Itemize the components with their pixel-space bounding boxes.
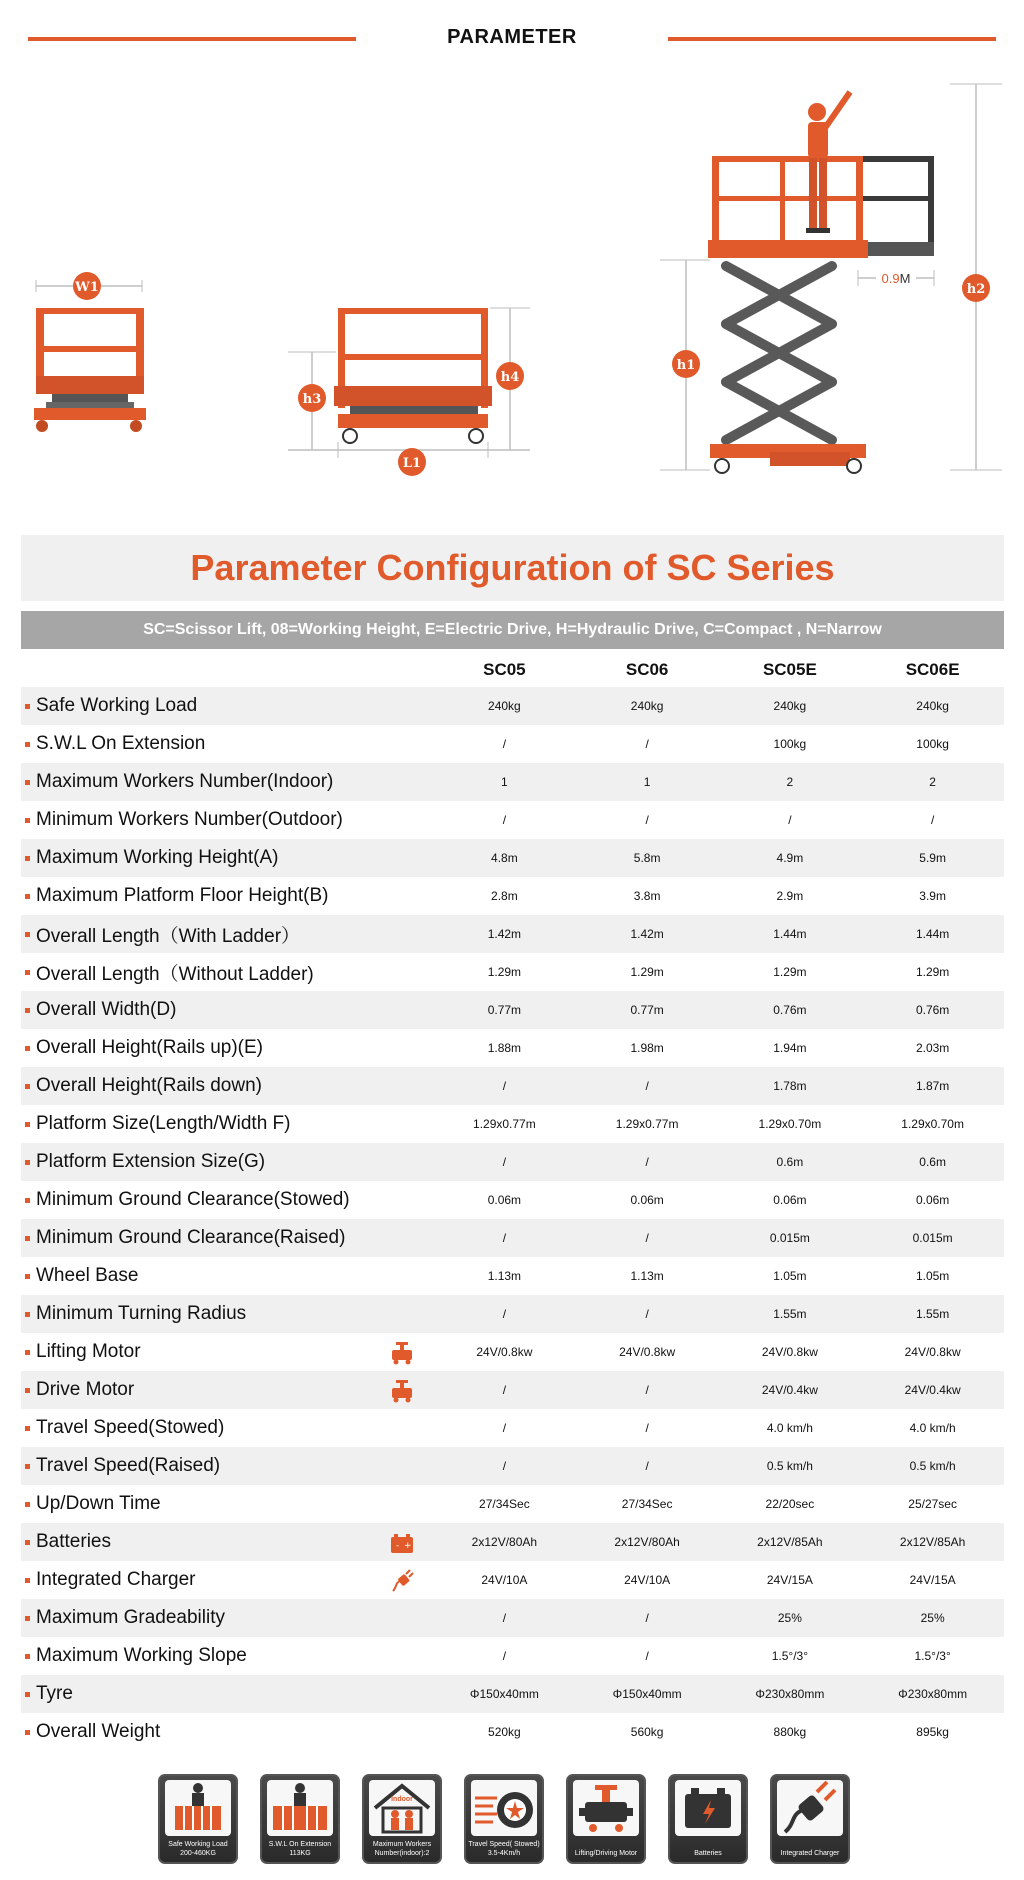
bullet-icon xyxy=(25,1350,30,1355)
row-label-text: S.W.L On Extension xyxy=(36,733,206,754)
table-row xyxy=(21,1599,1004,1637)
feature-caption xyxy=(774,1849,846,1858)
table-cell: 1.44m xyxy=(773,927,807,941)
row-label-text: Platform Extension Size(G) xyxy=(36,1151,266,1172)
column-header: SC05E xyxy=(762,660,817,679)
bullet-icon xyxy=(25,1692,30,1697)
feature-caption-line-1: Maximum Workers xyxy=(372,1841,432,1848)
travel-speed-icon xyxy=(471,1780,537,1836)
row-label-text: Maximum Working Slope xyxy=(36,1645,247,1666)
table-cell: 2.8m xyxy=(491,889,518,903)
row-label xyxy=(21,1485,433,1523)
table-cell: 24V/0.8kw xyxy=(761,1345,818,1359)
table-cell: / xyxy=(645,1231,649,1245)
row-label-text: Overall Length（Without Ladder) xyxy=(36,963,314,985)
page-header xyxy=(28,26,996,52)
row-label-text: Safe Working Load xyxy=(36,695,198,716)
table-cell: 1.5°/3° xyxy=(771,1649,809,1663)
table-cell: 1.29x0.70m xyxy=(901,1117,964,1131)
row-label xyxy=(21,1219,433,1257)
table-cell: 1.55m xyxy=(773,1307,807,1321)
table-row xyxy=(21,1713,1004,1751)
feature-caption xyxy=(162,1840,234,1858)
row-label xyxy=(21,687,433,725)
row-label-text: Minimum Ground Clearance(Raised) xyxy=(36,1227,346,1248)
feature-caption-line-1: Safe Working Load xyxy=(168,1841,228,1848)
table-cell: 2x12V/85Ah xyxy=(899,1535,966,1549)
row-label-text: Minimum Ground Clearance(Stowed) xyxy=(36,1189,350,1210)
table-cell: 0.76m xyxy=(773,1003,807,1017)
table-cell: 1.29m xyxy=(487,965,522,979)
table-cell: 1.29x0.70m xyxy=(758,1117,822,1131)
row-label xyxy=(21,1637,433,1675)
row-label xyxy=(21,839,433,877)
motor-icon xyxy=(573,1780,639,1836)
table-cell: 100kg xyxy=(773,737,807,751)
h3-label: h3 xyxy=(302,392,322,407)
row-label-text: Lifting Motor xyxy=(36,1341,141,1362)
feature-tile xyxy=(362,1774,442,1864)
table-cell: 1.29m xyxy=(630,965,664,979)
table-cell: 24V/0.4kw xyxy=(904,1383,961,1397)
table-header-row xyxy=(21,653,1004,687)
row-label-text: Up/Down Time xyxy=(36,1493,161,1514)
table-row xyxy=(21,1067,1004,1105)
table-row xyxy=(21,953,1004,991)
charger-icon xyxy=(777,1780,843,1836)
table-cell: 0.77m xyxy=(630,1003,664,1017)
table-cell: / xyxy=(645,1649,649,1663)
feature-tile xyxy=(260,1774,340,1864)
table-cell: 25% xyxy=(920,1611,945,1625)
table-cell: / xyxy=(502,1383,507,1397)
table-row xyxy=(21,877,1004,915)
table-cell: 1.29x0.77m xyxy=(615,1117,679,1131)
table-cell: 4.0 km/h xyxy=(909,1421,956,1435)
table-cell: / xyxy=(645,1459,649,1473)
table-cell: 24V/0.8kw xyxy=(904,1345,961,1359)
bullet-icon xyxy=(25,1540,30,1545)
header-rule-right xyxy=(668,37,996,41)
bullet-icon xyxy=(25,1654,30,1659)
table-cell: / xyxy=(645,1155,649,1169)
table-cell: 0.015m xyxy=(769,1231,810,1245)
feature-caption xyxy=(570,1849,642,1858)
row-label xyxy=(21,1143,433,1181)
row-label xyxy=(21,725,433,763)
bullet-icon xyxy=(25,1236,30,1241)
table-cell: 2 xyxy=(929,775,936,789)
row-label xyxy=(21,1675,433,1713)
column-header: SC06 xyxy=(625,660,669,679)
table-row xyxy=(21,1485,1004,1523)
column-header: SC06E xyxy=(905,660,960,679)
table-cell: 1.94m xyxy=(773,1041,807,1055)
svg-text:-: - xyxy=(396,1541,400,1551)
table-cell: 0.06m xyxy=(630,1193,664,1207)
row-label-text: Minimum Turning Radius xyxy=(36,1303,247,1324)
table-cell: 880kg xyxy=(773,1725,807,1739)
table-cell: 240kg xyxy=(916,699,949,713)
table-cell: 240kg xyxy=(773,699,807,713)
table-cell: 0.06m xyxy=(487,1193,522,1207)
row-label-text: Travel Speed(Stowed) xyxy=(36,1417,225,1438)
table-row xyxy=(21,915,1004,953)
feature-caption xyxy=(468,1840,540,1858)
bullet-icon xyxy=(25,1730,30,1735)
table-cell: 100kg xyxy=(916,737,949,751)
h4-label: h4 xyxy=(500,370,520,385)
table-cell: / xyxy=(502,1459,507,1473)
feature-caption-line-1: S.W.L On Extension xyxy=(268,1841,332,1848)
table-cell: 2x12V/80Ah xyxy=(471,1535,538,1549)
row-label-text: Minimum Workers Number(Outdoor) xyxy=(36,809,343,830)
table-cell: / xyxy=(645,1307,649,1321)
row-label xyxy=(21,801,433,839)
motor-icon xyxy=(389,1341,415,1365)
table-row xyxy=(21,1409,1004,1447)
table-row xyxy=(21,1333,1004,1371)
row-label xyxy=(21,763,433,801)
table-row xyxy=(21,1105,1004,1143)
row-label xyxy=(21,915,433,953)
feature-caption-line-1: Integrated Charger xyxy=(780,1850,840,1857)
table-cell: 24V/10A xyxy=(624,1573,671,1587)
table-row xyxy=(21,1219,1004,1257)
table-row xyxy=(21,725,1004,763)
raised-view xyxy=(660,84,1002,473)
bullet-icon xyxy=(25,1426,30,1431)
bullet-icon xyxy=(25,1388,30,1393)
table-row xyxy=(21,1637,1004,1675)
table-cell: 24V/15A xyxy=(766,1573,813,1587)
table-row xyxy=(21,801,1004,839)
bullet-icon xyxy=(25,1502,30,1507)
bullet-icon xyxy=(25,1312,30,1317)
bullet-icon xyxy=(25,1008,30,1013)
battery-icon xyxy=(389,1531,415,1555)
extension-load-icon xyxy=(267,1780,333,1836)
feature-tile xyxy=(566,1774,646,1864)
spec-table xyxy=(21,653,1004,1751)
row-label-text: Overall Width(D) xyxy=(36,999,177,1020)
row-label xyxy=(21,1523,433,1561)
bullet-icon xyxy=(25,1464,30,1469)
feature-caption xyxy=(672,1849,744,1858)
table-cell: 2 xyxy=(786,775,794,789)
bullet-icon xyxy=(25,1122,30,1127)
table-cell: 24V/15A xyxy=(909,1573,956,1587)
bullet-icon xyxy=(25,1160,30,1165)
bullet-icon xyxy=(25,1578,30,1583)
h2-label: h2 xyxy=(966,282,986,297)
feature-caption-line-2: Number(indoor):2 xyxy=(374,1850,430,1857)
row-label xyxy=(21,991,433,1029)
table-cell: / xyxy=(502,813,507,827)
bullet-icon xyxy=(25,818,30,823)
column-header: SC05 xyxy=(483,660,526,679)
indoor-workers-icon xyxy=(369,1780,435,1836)
table-cell: 1.98m xyxy=(630,1041,664,1055)
bullet-icon xyxy=(25,780,30,785)
table-cell: / xyxy=(502,1649,507,1663)
row-label xyxy=(21,953,433,991)
table-cell: Φ150x40mm xyxy=(469,1687,539,1701)
table-row xyxy=(21,687,1004,725)
row-label-text: Drive Motor xyxy=(36,1379,135,1400)
feature-caption-line-1: Lifting/Driving Motor xyxy=(574,1850,638,1857)
scissor-lift-drawings xyxy=(0,70,1024,490)
table-cell: 4.0 km/h xyxy=(766,1421,813,1435)
table-cell: 0.06m xyxy=(915,1193,950,1207)
table-cell: / xyxy=(930,813,935,827)
table-cell: 4.8m xyxy=(491,851,518,865)
row-label xyxy=(21,1257,433,1295)
table-cell: 27/34Sec xyxy=(479,1497,530,1511)
safe-load-icon xyxy=(165,1780,231,1836)
front-view xyxy=(34,272,146,432)
table-cell: Φ230x80mm xyxy=(755,1687,825,1701)
w1-label: W1 xyxy=(75,280,99,295)
feature-badge: Indoor xyxy=(391,1796,413,1803)
plug-icon xyxy=(389,1569,415,1593)
table-cell: 2x12V/85Ah xyxy=(757,1535,823,1549)
table-cell: 1.55m xyxy=(915,1307,950,1321)
table-cell: 1.87m xyxy=(915,1079,950,1093)
feature-tile xyxy=(158,1774,238,1864)
battery-icon xyxy=(675,1780,741,1836)
scissor-arms xyxy=(726,266,832,440)
row-label xyxy=(21,1181,433,1219)
bullet-icon xyxy=(25,1046,30,1051)
dimension-diagram xyxy=(0,70,1024,490)
row-label-text: Travel Speed(Raised) xyxy=(36,1455,221,1476)
table-row xyxy=(21,991,1004,1029)
table-row xyxy=(21,1523,1004,1561)
row-label-text: Maximum Platform Floor Height(B) xyxy=(36,885,329,906)
table-cell: 24V/0.8kw xyxy=(619,1345,676,1359)
row-label xyxy=(21,1029,433,1067)
table-cell: 24V/10A xyxy=(481,1573,528,1587)
feature-caption xyxy=(366,1840,438,1858)
feature-caption-line-2: 200-460KG xyxy=(180,1850,216,1857)
bullet-icon xyxy=(25,932,30,937)
table-cell: 2.03m xyxy=(915,1041,950,1055)
bullet-icon xyxy=(25,1274,30,1279)
table-cell: 1.44m xyxy=(915,927,950,941)
row-label-text: Overall Weight xyxy=(36,1721,161,1742)
table-cell: 895kg xyxy=(916,1725,949,1739)
table-cell: 0.6m xyxy=(776,1155,804,1169)
row-label-text: Maximum Workers Number(Indoor) xyxy=(36,771,334,792)
table-cell: 240kg xyxy=(488,699,521,713)
model-code-legend: SC=Scissor Lift, 08=Working Height, E=Electric Drive, H=Hydraulic Drive, C=Compact , N=Narrow xyxy=(21,611,1004,649)
table-cell: 5.8m xyxy=(633,851,661,865)
bullet-icon xyxy=(25,704,30,709)
bullet-icon xyxy=(25,1616,30,1621)
row-label xyxy=(21,1067,433,1105)
table-cell: 1.78m xyxy=(773,1079,807,1093)
row-label xyxy=(21,1295,433,1333)
table-cell: 0.76m xyxy=(915,1003,950,1017)
table-cell: / xyxy=(645,1079,649,1093)
table-cell: / xyxy=(502,1421,507,1435)
table-cell: 1.13m xyxy=(630,1269,664,1283)
table-cell: 1 xyxy=(501,775,508,789)
table-row xyxy=(21,1029,1004,1067)
table-cell: 25/27sec xyxy=(908,1497,957,1511)
row-label-text: Maximum Working Height(A) xyxy=(36,847,279,868)
table-cell: 3.9m xyxy=(919,889,946,903)
table-row xyxy=(21,1675,1004,1713)
table-cell: 27/34Sec xyxy=(621,1497,673,1511)
row-label-text: Overall Height(Rails up)(E) xyxy=(36,1037,264,1058)
table-row xyxy=(21,1257,1004,1295)
worker-figure xyxy=(806,92,850,233)
table-cell: 1.05m xyxy=(773,1269,807,1283)
row-label-text: Batteries xyxy=(36,1531,111,1552)
table-row xyxy=(21,1561,1004,1599)
table-cell: 3.8m xyxy=(633,889,661,903)
table-cell: / xyxy=(502,1079,507,1093)
feature-caption-line-2: 113KG xyxy=(289,1850,311,1857)
row-label-text: Wheel Base xyxy=(36,1265,139,1286)
row-label xyxy=(21,1447,433,1485)
table-cell: 560kg xyxy=(630,1725,664,1739)
table-cell: 1.5°/3° xyxy=(914,1649,951,1663)
section-title-band xyxy=(21,535,1004,601)
table-cell: 25% xyxy=(777,1611,802,1625)
row-label-text: Maximum Gradeability xyxy=(36,1607,225,1628)
table-cell: 0.6m xyxy=(919,1155,946,1169)
table-cell: Φ230x80mm xyxy=(898,1687,968,1701)
feature-tile xyxy=(668,1774,748,1864)
table-cell: 24V/0.4kw xyxy=(761,1383,818,1397)
table-cell: / xyxy=(502,737,507,751)
row-label-text: Integrated Charger xyxy=(36,1569,196,1590)
table-cell: 1.29m xyxy=(915,965,950,979)
table-cell: / xyxy=(645,813,649,827)
feature-tile xyxy=(464,1774,544,1864)
table-row xyxy=(21,1181,1004,1219)
page-title: PARAMETER xyxy=(447,26,577,48)
svg-text:+: + xyxy=(404,1541,412,1551)
row-label xyxy=(21,1333,433,1371)
table-cell: 2.9m xyxy=(776,889,804,903)
row-label xyxy=(21,1409,433,1447)
bullet-icon xyxy=(25,1198,30,1203)
table-cell: 24V/0.8kw xyxy=(476,1345,533,1359)
row-label-text: Tyre xyxy=(36,1683,73,1704)
l1-label: L1 xyxy=(402,456,422,471)
bullet-icon xyxy=(25,894,30,899)
row-label-text: Overall Height(Rails down) xyxy=(36,1075,262,1096)
bullet-icon xyxy=(25,1084,30,1089)
row-label-text: Overall Length（With Ladder） xyxy=(36,925,301,947)
motor-icon xyxy=(389,1379,415,1403)
table-cell: / xyxy=(502,1231,507,1245)
feature-caption xyxy=(264,1840,336,1858)
row-label xyxy=(21,1105,433,1143)
table-cell: 1.88m xyxy=(487,1041,522,1055)
bullet-icon xyxy=(25,970,30,975)
table-cell: / xyxy=(645,737,649,751)
table-cell: 1.42m xyxy=(630,927,664,941)
section-title: Parameter Configuration of SC Series xyxy=(190,547,835,588)
feature-caption-line-1: Batteries xyxy=(694,1850,722,1857)
table-cell: 22/20sec xyxy=(765,1497,815,1511)
table-cell: / xyxy=(502,1611,507,1625)
table-cell: / xyxy=(788,813,792,827)
table-cell: / xyxy=(645,1383,649,1397)
table-cell: 0.5 km/h xyxy=(909,1459,956,1473)
table-row xyxy=(21,1371,1004,1409)
table-row xyxy=(21,1447,1004,1485)
table-cell: / xyxy=(645,1421,649,1435)
table-cell: 5.9m xyxy=(919,851,946,865)
table-cell: 1.29x0.77m xyxy=(473,1117,536,1131)
table-row xyxy=(21,1143,1004,1181)
table-row xyxy=(21,839,1004,877)
row-label xyxy=(21,1561,433,1599)
table-cell: 1 xyxy=(643,775,651,789)
table-cell: / xyxy=(645,1611,649,1625)
feature-tile xyxy=(770,1774,850,1864)
table-cell: 1.05m xyxy=(915,1269,950,1283)
table-cell: 520kg xyxy=(488,1725,521,1739)
row-label-text: Platform Size(Length/Width F) xyxy=(36,1113,291,1134)
table-cell: 0.5 km/h xyxy=(766,1459,813,1473)
table-cell: 4.9m xyxy=(776,851,804,865)
table-cell: 0.06m xyxy=(773,1193,807,1207)
table-cell: 0.77m xyxy=(487,1003,522,1017)
table-cell: / xyxy=(502,1307,507,1321)
table-cell: 1.29m xyxy=(773,965,807,979)
bullet-icon xyxy=(25,742,30,747)
table-cell: / xyxy=(502,1155,507,1169)
extension-label: 0.9M xyxy=(881,271,911,286)
row-label xyxy=(21,877,433,915)
table-cell: 240kg xyxy=(630,699,664,713)
header-spacer xyxy=(21,653,433,687)
bullet-icon xyxy=(25,856,30,861)
row-label xyxy=(21,1371,433,1409)
side-view xyxy=(288,308,530,476)
table-cell: Φ150x40mm xyxy=(612,1687,682,1701)
table-cell: 1.42m xyxy=(487,927,522,941)
row-label xyxy=(21,1599,433,1637)
feature-icon-strip xyxy=(158,1774,858,1866)
table-row xyxy=(21,763,1004,801)
h1-label: h1 xyxy=(676,358,696,373)
feature-caption-line-2: 3.5-4Km/h xyxy=(487,1850,521,1857)
table-cell: 1.13m xyxy=(487,1269,522,1283)
table-cell: 0.015m xyxy=(912,1231,953,1245)
row-label xyxy=(21,1713,433,1751)
feature-caption-line-1: Travel Speed( Stowed) xyxy=(468,1841,540,1848)
table-cell: 2x12V/80Ah xyxy=(614,1535,680,1549)
table-row xyxy=(21,1295,1004,1333)
